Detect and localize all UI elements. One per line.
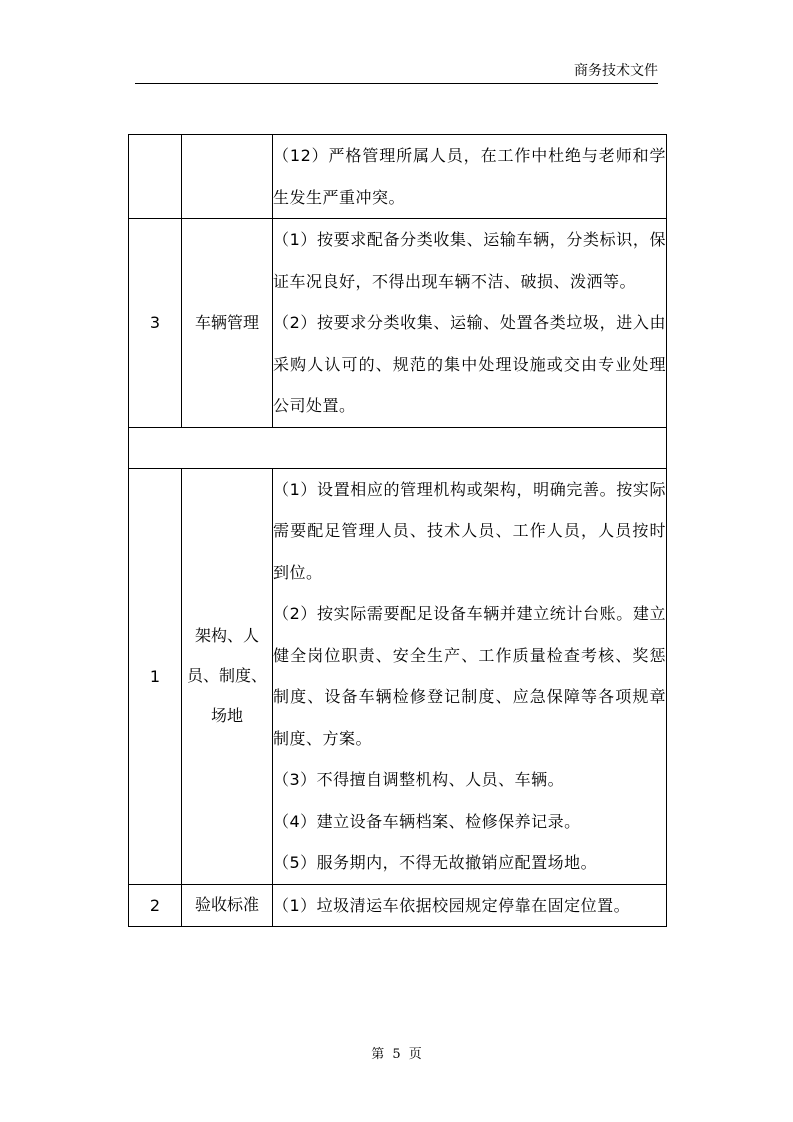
content-item: （12）严格管理所属人员，在工作中杜绝与老师和学生发生严重冲突。 — [273, 146, 666, 207]
content-item: （2）按要求分类收集、运输、处置各类垃圾，进入由采购人认可的、规范的集中处理设施或交由专业处理公司处置。 — [273, 313, 666, 415]
table-row — [129, 219, 667, 428]
row-category: 车辆管理 — [182, 219, 273, 428]
page-prefix: 第 — [371, 1047, 385, 1062]
content-item: （3）不得擅自调整机构、人员、车辆。 — [273, 770, 565, 789]
table-row — [129, 884, 667, 927]
row-number: 2 — [129, 884, 182, 927]
row-number: 1 — [129, 468, 182, 884]
row-category: 架构、人员、制度、场地 — [182, 468, 273, 884]
section-row — [129, 427, 667, 468]
table-row — [129, 135, 667, 219]
content-item: （5）服务期内，不得无故撤销应配置场地。 — [273, 853, 598, 872]
content-item: （1）设置相应的管理机构或架构，明确完善。按实际需要配足管理人员、技术人员、工作人员，人员按时到位。 — [273, 479, 666, 582]
row-content — [273, 135, 667, 219]
content-item: （1）按要求配备分类收集、运输车辆，分类标识，保证车况良好，不得出现车辆不洁、破损、泼洒等。 — [273, 230, 666, 291]
row-content — [273, 884, 667, 927]
content-table — [128, 134, 667, 927]
row-number: 3 — [129, 219, 182, 428]
content-item: （1）垃圾清运车依据校园规定停靠在固定位置。 — [273, 895, 631, 915]
header-divider — [135, 83, 658, 84]
row-category: 验收标准 — [182, 884, 273, 927]
row-category — [182, 135, 273, 219]
table-row — [129, 468, 667, 884]
header-title: 商务技术文件 — [574, 63, 658, 79]
page-number: 5 — [392, 1047, 401, 1062]
row-number — [129, 135, 182, 219]
row-content — [273, 468, 667, 884]
content-item: （2）按实际需要配足设备车辆并建立统计台账。建立健全岗位职责、安全生产、工作质量检查考核、奖惩制度、设备车辆检修登记制度、应急保障等各项规章制度、方案。 — [273, 604, 666, 748]
section-title — [129, 427, 667, 468]
page-footer — [0, 1043, 793, 1062]
row-content — [273, 219, 667, 428]
content-item: （4）建立设备车辆档案、检修保养记录。 — [273, 811, 581, 831]
page-suffix: 页 — [408, 1047, 422, 1062]
